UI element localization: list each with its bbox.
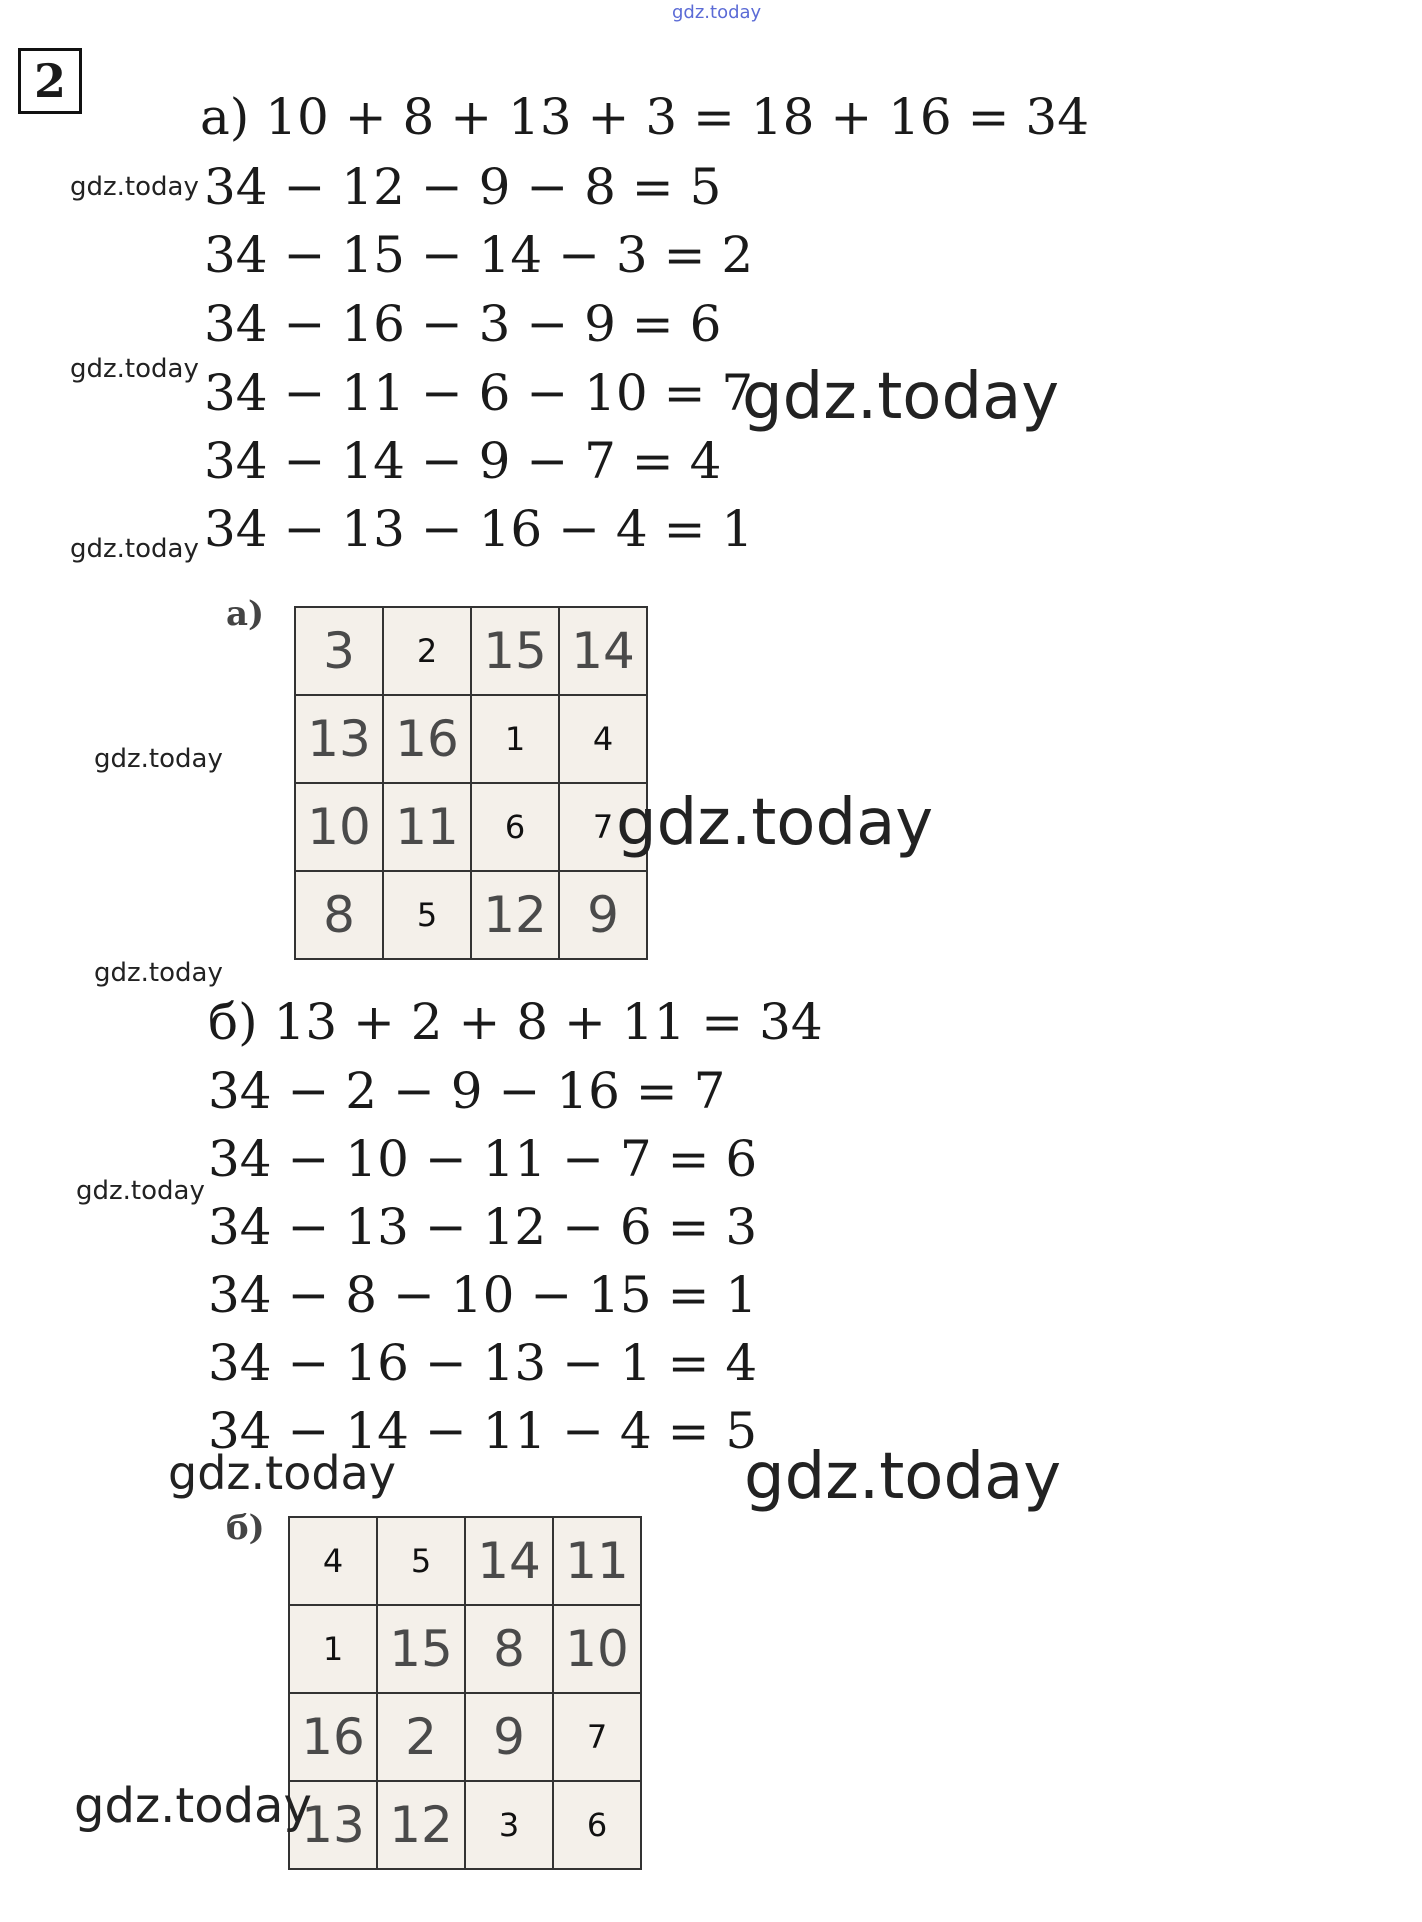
grid-cell: 9 (559, 871, 647, 959)
grid-cell: 2 (383, 607, 471, 695)
equation-line: б) 13 + 2 + 8 + 11 = 34 (208, 993, 823, 1051)
magic-square-a (294, 606, 648, 960)
grid-cell: 1 (471, 695, 559, 783)
grid-cell: 3 (465, 1781, 553, 1869)
equation-line: 34 − 16 − 3 − 9 = 6 (204, 295, 722, 353)
equation-line: 34 − 14 − 9 − 7 = 4 (204, 432, 722, 490)
equation-line: 34 − 12 − 9 − 8 = 5 (204, 158, 722, 216)
grid-row (289, 1693, 641, 1781)
grid-b-label: б) (226, 1508, 265, 1548)
magic-square-b (288, 1516, 642, 1870)
grid-cell: 15 (377, 1605, 465, 1693)
grid-cell: 6 (553, 1781, 641, 1869)
watermark: gdz.today (70, 534, 199, 564)
grid-row (289, 1781, 641, 1869)
grid-cell: 9 (465, 1693, 553, 1781)
grid-cell: 16 (383, 695, 471, 783)
grid-cell: 5 (377, 1517, 465, 1605)
grid-cell: 5 (383, 871, 471, 959)
watermark-top: gdz.today (672, 2, 762, 23)
watermark: gdz.today (74, 1778, 312, 1834)
grid-row (295, 607, 647, 695)
grid-row (295, 695, 647, 783)
grid-cell: 14 (465, 1517, 553, 1605)
equation-line: 34 − 13 − 12 − 6 = 3 (208, 1198, 758, 1256)
equation-line: 34 − 16 − 13 − 1 = 4 (208, 1334, 758, 1392)
grid-cell: 11 (553, 1517, 641, 1605)
grid-cell: 4 (289, 1517, 377, 1605)
watermark: gdz.today (616, 786, 934, 860)
equation-line: 34 − 2 − 9 − 16 = 7 (208, 1062, 726, 1120)
grid-cell: 8 (295, 871, 383, 959)
grid-cell: 7 (553, 1693, 641, 1781)
grid-cell: 3 (295, 607, 383, 695)
watermark: gdz.today (168, 1446, 396, 1500)
grid-cell: 10 (553, 1605, 641, 1693)
grid-cell: 15 (471, 607, 559, 695)
grid-cell: 6 (471, 783, 559, 871)
watermark: gdz.today (744, 1440, 1062, 1514)
grid-cell: 10 (295, 783, 383, 871)
watermark: gdz.today (76, 1176, 205, 1206)
grid-cell: 12 (471, 871, 559, 959)
equation-line: 34 − 13 − 16 − 4 = 1 (204, 500, 754, 558)
grid-cell: 11 (383, 783, 471, 871)
grid-cell: 4 (559, 695, 647, 783)
grid-cell: 16 (289, 1693, 377, 1781)
grid-cell: 7 (559, 783, 647, 871)
grid-row (295, 871, 647, 959)
grid-cell: 2 (377, 1693, 465, 1781)
grid-cell: 8 (465, 1605, 553, 1693)
grid-cell: 14 (559, 607, 647, 695)
watermark: gdz.today (94, 958, 223, 988)
equation-line: 34 − 14 − 11 − 4 = 5 (208, 1402, 758, 1460)
grid-row (295, 783, 647, 871)
grid-row (289, 1517, 641, 1605)
grid-row (289, 1605, 641, 1693)
grid-cell: 1 (289, 1605, 377, 1693)
watermark: gdz.today (94, 744, 223, 774)
watermark: gdz.today (742, 360, 1060, 434)
watermark: gdz.today (70, 354, 199, 384)
equation-line: 34 − 11 − 6 − 10 = 7 (204, 364, 754, 422)
equation-line: 34 − 15 − 14 − 3 = 2 (204, 226, 754, 284)
grid-cell: 13 (295, 695, 383, 783)
equation-line: 34 − 10 − 11 − 7 = 6 (208, 1130, 758, 1188)
grid-a-label: а) (226, 594, 265, 634)
watermark: gdz.today (70, 172, 199, 202)
equation-line: а) 10 + 8 + 13 + 3 = 18 + 16 = 34 (200, 88, 1090, 146)
equation-line: 34 − 8 − 10 − 15 = 1 (208, 1266, 758, 1324)
task-number: 2 (18, 48, 82, 114)
grid-cell: 12 (377, 1781, 465, 1869)
grid-cell: 13 (289, 1781, 377, 1869)
